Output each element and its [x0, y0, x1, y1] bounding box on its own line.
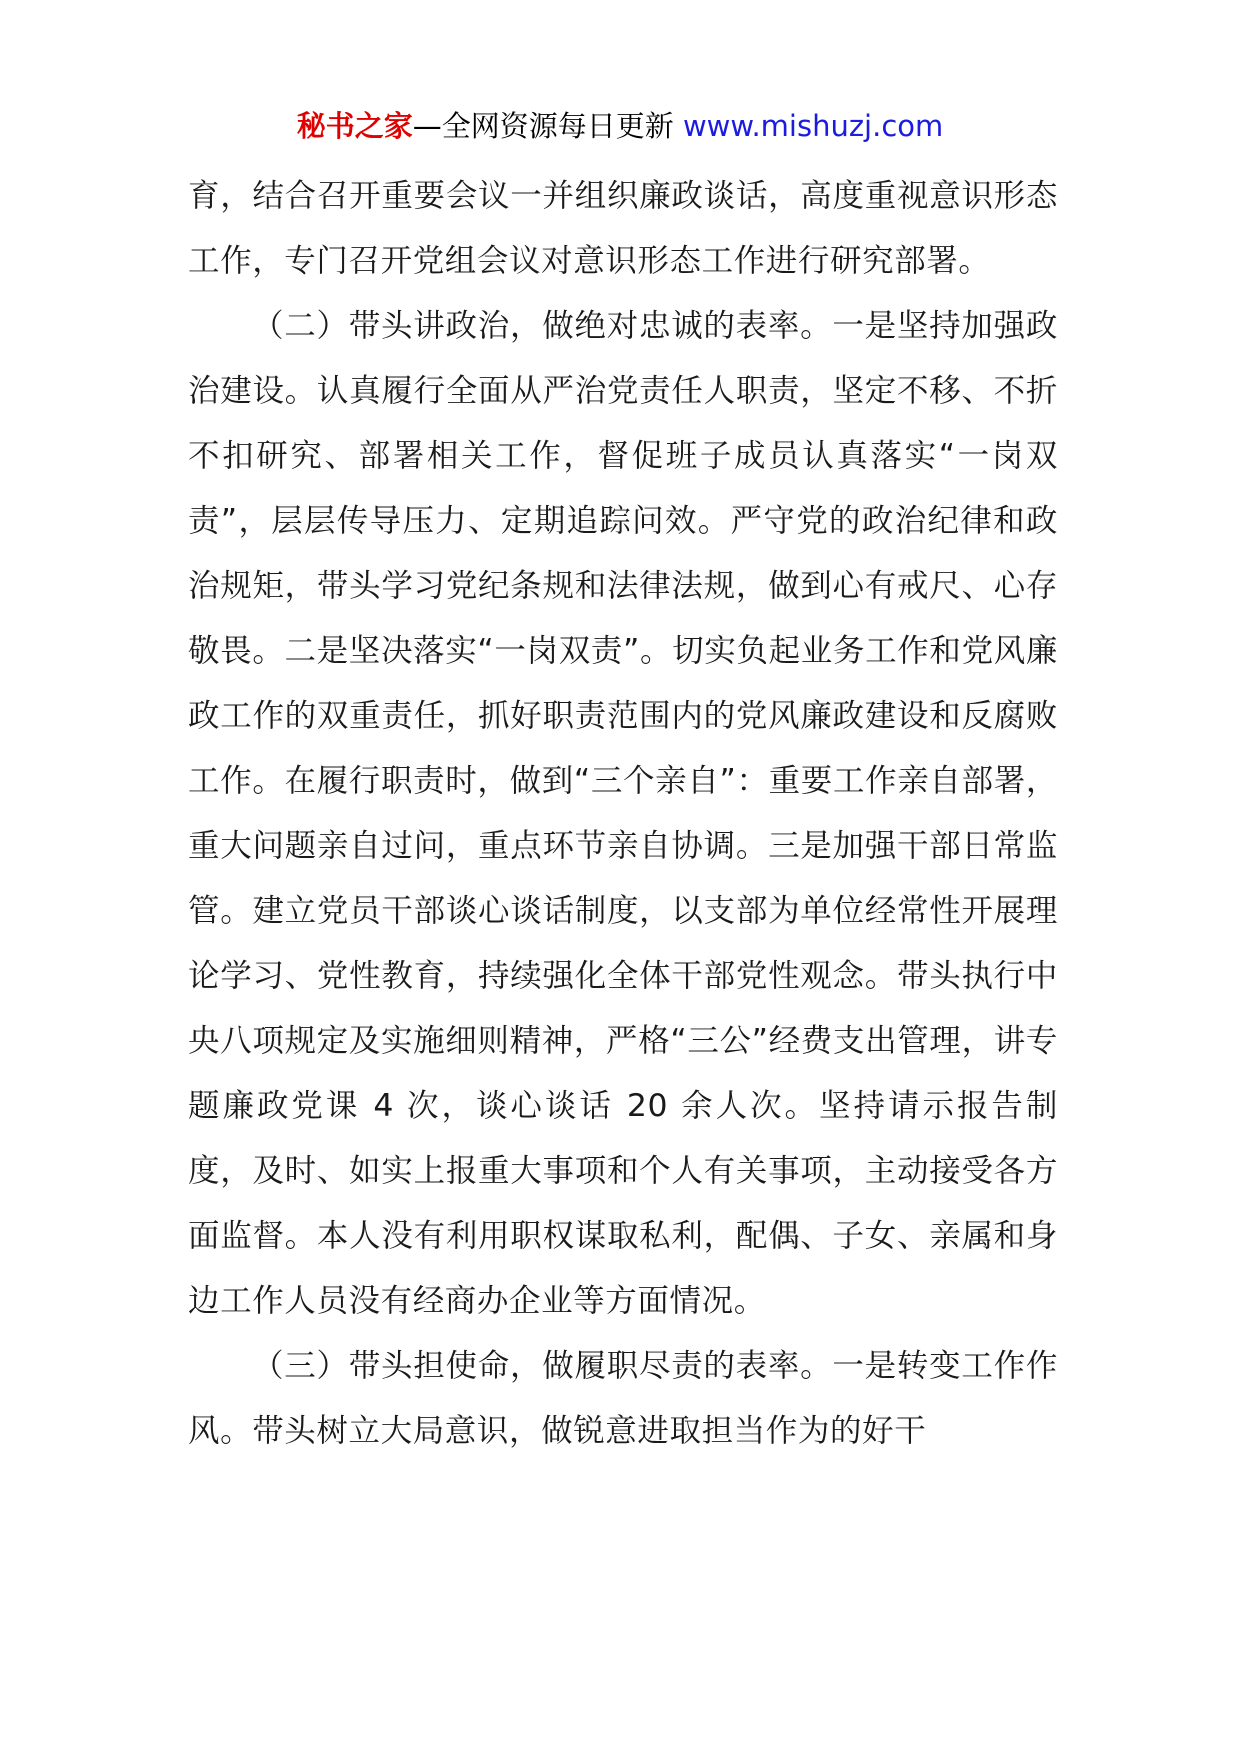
paragraph-section-3: （三）带头担使命，做履职尽责的表率。一是转变工作作风。带头树立大局意识，做锐意进取担当作为的好干	[188, 1348, 1058, 1449]
brand-name: 秘书之家	[296, 109, 413, 143]
paragraph-section-2: （二）带头讲政治，做绝对忠诚的表率。一是坚持加强政治建设。认真履行全面从严治党责任人职责，坚定不移、不折不扣研究、部署相关工作，督促班子成员认真落实“一岗双责”，层层传导压力、定期追踪问效。严守党的政治纪律和政治规矩，带头学习党纪条规和法律法规，做到心有戒尺、心存敬畏。二是坚决落实“一岗双责”。切实负起业务工作和党风廉政工作的双重责任，抓好职责范围内的党风廉政建设和反腐败工作。在履行职责时，做到“三个亲自”：重要工作亲自部署，重大问题亲自过问，重点环节亲自协调。三是加强干部日常监管。建立党员干部谈心谈话制度，以支部为单位经常性开展理论学习、党性教育，持续强化全体干部党性观念。带头执行中央八项规定及实施细则精神，严格“三公”经费支出管理，讲专题廉政党课 4 次，谈心谈话 20 余人次。坚持请示报告制度，及时、如实上报重大事项和个人有关事项，主动接受各方面监督。本人没有利用职权谋取私利，配偶、子女、亲属和身边工作人员没有经商办企业等方面情况。	[188, 308, 1058, 1319]
site-header	[0, 104, 1240, 148]
header-tagline: —全网资源每日更新	[412, 109, 683, 143]
document-body	[188, 164, 1058, 1464]
site-url: www.mishuzj.com	[682, 109, 944, 143]
paragraph-continued: 育，结合召开重要会议一并组织廉政谈话，高度重视意识形态工作，专门召开党组会议对意识形态工作进行研究部署。	[188, 178, 1058, 279]
